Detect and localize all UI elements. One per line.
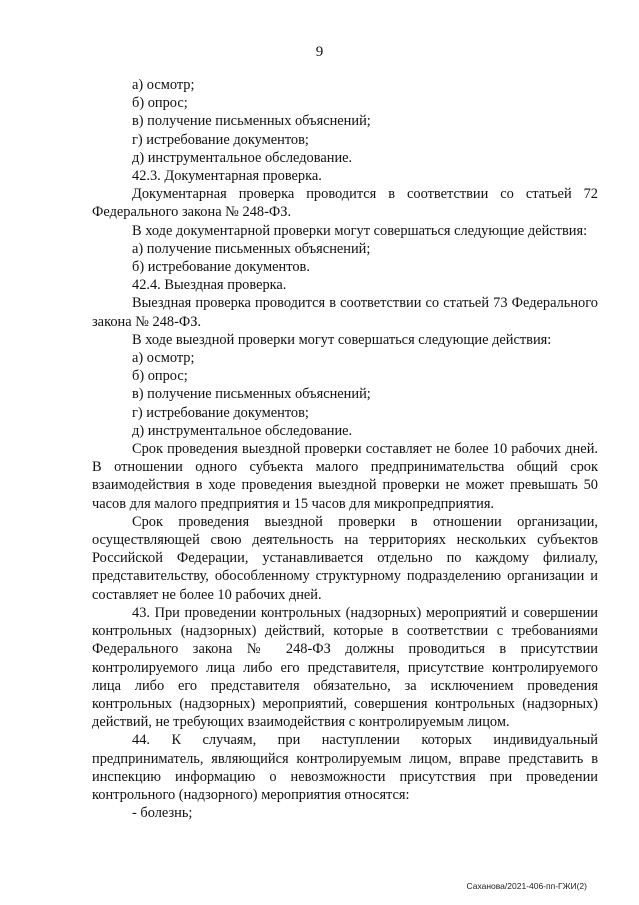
paragraph: Документарная проверка проводится в соответствии со статьей 72 Федерального закона № 248-ФЗ.	[92, 186, 598, 221]
page-number: 9	[315, 44, 324, 60]
paragraph: 44. К случаям, при наступлении которых индивидуальный предприниматель, являющийся контролируемым лицом, вправе представить в инспекцию информацию о невозможности присутствия при проведении контрольного (надзорного) мероприятия относятся:	[92, 732, 598, 803]
paragraph: Срок проведения выездной проверки составляет не более 10 рабочих дней. В отношении одного субъекта малого предпринимательства общий срок взаимодействия в ходе проведения выездной проверки не может превышать 50 часов для малого предприятия и 15 часов для микропредприятия.	[92, 441, 598, 512]
paragraph: 43. При проведении контрольных (надзорных) мероприятий и совершении контрольных (надзорных) действий, которые в соответствии с требованиями Федерального закона № 248-ФЗ должны проводиться в присутствии контролируемого лица либо его представителя, присутствие контролируемого лица либо его представителя обязательно, за исключением проведения контрольных (надзорных) мероприятий, совершения контрольных (надзорных) действий, не требующих взаимодействия с контролируемым лицом.	[92, 604, 598, 731]
paragraph: В ходе документарной проверки могут совершаться следующие действия:	[132, 222, 588, 239]
list-item: в) получение письменных объяснений;	[132, 113, 371, 130]
paragraph: Выездная проверка проводится в соответствии со статьей 73 Федерального закона № 248-ФЗ.	[92, 295, 598, 330]
paragraph: В ходе выездной проверки могут совершаться следующие действия:	[132, 331, 552, 348]
list-item: - болезнь;	[132, 805, 193, 822]
list-item: а) осмотр;	[132, 77, 195, 93]
list-item: г) истребование документов;	[132, 404, 309, 421]
section-heading: 42.4. Выездная проверка.	[132, 277, 287, 294]
list-item: б) опрос;	[132, 95, 188, 112]
list-item: а) получение письменных объяснений;	[132, 240, 371, 257]
list-item: б) опрос;	[132, 368, 188, 385]
list-item: б) истребование документов.	[132, 259, 310, 276]
list-item: а) осмотр;	[132, 350, 195, 367]
document-body	[92, 76, 598, 822]
list-item: г) истребование документов;	[132, 131, 309, 148]
list-item: д) инструментальное обследование.	[132, 422, 353, 439]
footer-reference: Саханова/2021-406-пп-ГЖИ(2)	[466, 881, 587, 891]
list-item: д) инструментальное обследование.	[132, 149, 353, 166]
paragraph: Срок проведения выездной проверки в отношении организации, осуществляющей свою деятельность на территориях нескольких субъектов Российской Федерации, устанавливается отдельно по каждому филиалу, представительству, обособленному структурному подразделению организации и составляет не более 10 рабочих дней.	[92, 513, 598, 603]
section-heading: 42.3. Документарная проверка.	[132, 168, 322, 185]
list-item: в) получение письменных объяснений;	[132, 386, 371, 403]
